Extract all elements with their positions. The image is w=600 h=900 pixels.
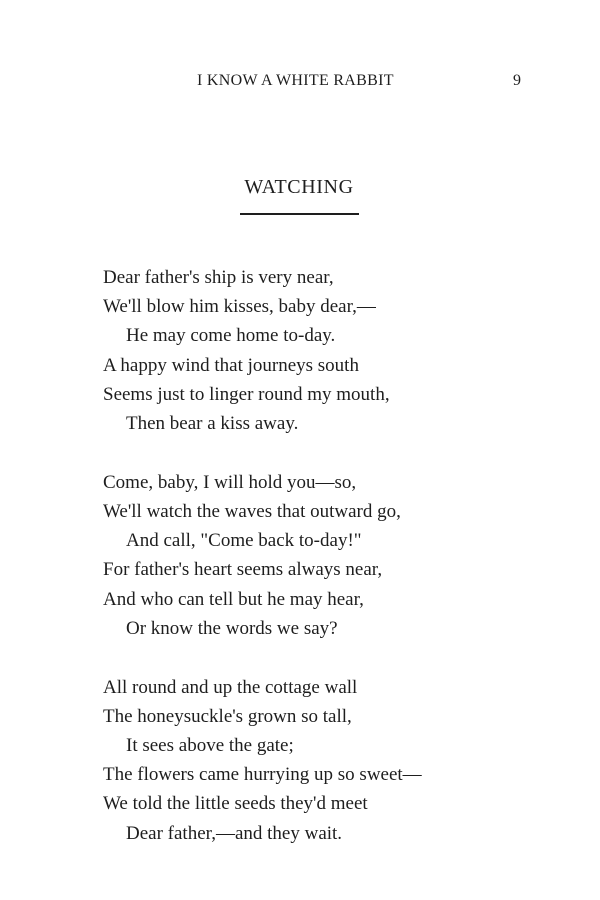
poem-line-indented: Dear father,—and they wait. xyxy=(126,822,343,844)
poem-line-indented: And call, "Come back to-day!" xyxy=(126,530,362,552)
poem-line: Seems just to linger round my mouth, xyxy=(103,383,390,405)
poem-line: Dear father's ship is very near, xyxy=(103,267,334,288)
page-number: 9 xyxy=(513,72,521,89)
poem-line: We told the little seeds they'd meet xyxy=(103,793,368,815)
poem-body xyxy=(103,263,422,877)
title-underline xyxy=(240,213,359,215)
poem-line-indented: It sees above the gate; xyxy=(126,735,294,757)
poem-line: And who can tell but he may hear, xyxy=(103,588,364,610)
poem-line: We'll watch the waves that outward go, xyxy=(103,501,401,523)
poem-line: All round and up the cottage wall xyxy=(103,676,358,698)
poem-line-indented: He may come home to-day. xyxy=(126,325,336,347)
stanza-1 xyxy=(103,263,422,438)
poem-line: We'll blow him kisses, baby dear,— xyxy=(103,296,376,318)
poem-line-indented: Then bear a kiss away. xyxy=(126,413,299,435)
poem-line: A happy wind that journeys south xyxy=(103,354,359,376)
poem-line: Come, baby, I will hold you—so, xyxy=(103,471,357,493)
poem-line: The honeysuckle's grown so tall, xyxy=(103,705,352,727)
stanza-2 xyxy=(103,468,422,643)
poem-line: For father's heart seems always near, xyxy=(103,559,383,581)
poem-line-indented: Or know the words we say? xyxy=(126,617,338,639)
running-head: I KNOW A WHITE RABBIT xyxy=(197,72,394,89)
poem-title: WATCHING xyxy=(244,176,354,198)
poem-line: The flowers came hurrying up so sweet— xyxy=(103,764,422,786)
stanza-3 xyxy=(103,673,422,848)
